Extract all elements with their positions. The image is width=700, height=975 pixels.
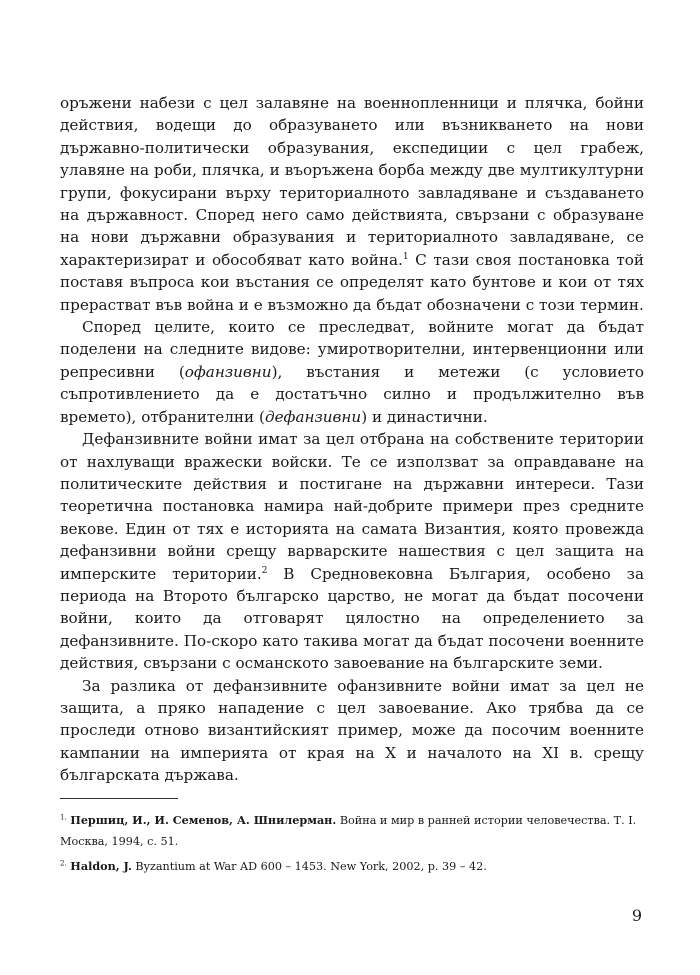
footnote-2: $^{2.}$ Haldon, J. Byzantium at War AD 600 – 1453. New York, 2002, p. 39 – 42. <box>60 859 487 873</box>
footnote-ref-2[interactable]: 2 <box>261 565 268 576</box>
footnote-1: $^{1.}$ Першиц, И., И. Семенов, А. Шнилерман. Война и мир в ранней истории человечества. Т. I. Москва, 1994, с. 51. <box>60 813 637 848</box>
paragraph-1: оръжени набези с цел залавяне на военнопленници и плячка, бойни действия, водещи до образуването или възникването на нови държавно-политически образувания, експедиции с цел грабеж, улавяне на роби, плячка, и въоръжена борба между две мултикултурни групи, фокусирани върху териториалното завладяване и създаването на държавност. Според него само действията, свързани с образуване на нови държавни образувания и териториалното завладяване, се характеризират и обособяват като война.$^1$ С тази своя постановка той поставя въпроса кои въстания се определят като бунтове и кои от тях прерастват във война и е възможно да бъдат обозначени с този термин. <box>60 94 644 314</box>
footnote-divider <box>60 798 178 799</box>
main-text <box>60 92 644 787</box>
paragraph-2: Според целите, които се преследват, войните могат да бъдат поделени на следните видове: умиротворителни, интервенционни или репресивни (офанзивни), въстания и метежи (с условието съпротивлението да е достатъчно силно и продължително във времето), отбранителни (дефанзивни) и династични. <box>60 318 644 426</box>
page-number: 9 <box>631 906 642 925</box>
footnotes <box>60 810 644 881</box>
paragraph-4: За разлика от дефанзивните офанзивните войни имат за цел не защита, а пряко нападение с цел завоевание. Ако трябва да се проследи отново византийският пример, може да посочим военните кампании на империята от края на X и началото на XI в. срещу българската държава. <box>60 676 644 785</box>
paragraph-3: Дефанзивните войни имат за цел отбрана на собствените територии от нахлуващи вражески войски. Те се използват за оправдаване на политическите действия и постигане на държавни интереси. Тази теоретична постановка намира най-добрите примери през средните векове. Един от тях е историята на самата Византия, която провежда дефанзивни войни срещу варварските нашествия с цел защита на имперските територии.$^2$ В Средновековна България, особено за периода на Второто българско царство, не могат да бъдат посочени войни, които да отговарят цялостно на определението за дефанзивните. По-скоро като такива могат да бъдат посочени военните действия, свързани с османското завоевание на българските земи. <box>60 430 644 673</box>
footnote-ref-1[interactable]: 1 <box>402 251 409 262</box>
